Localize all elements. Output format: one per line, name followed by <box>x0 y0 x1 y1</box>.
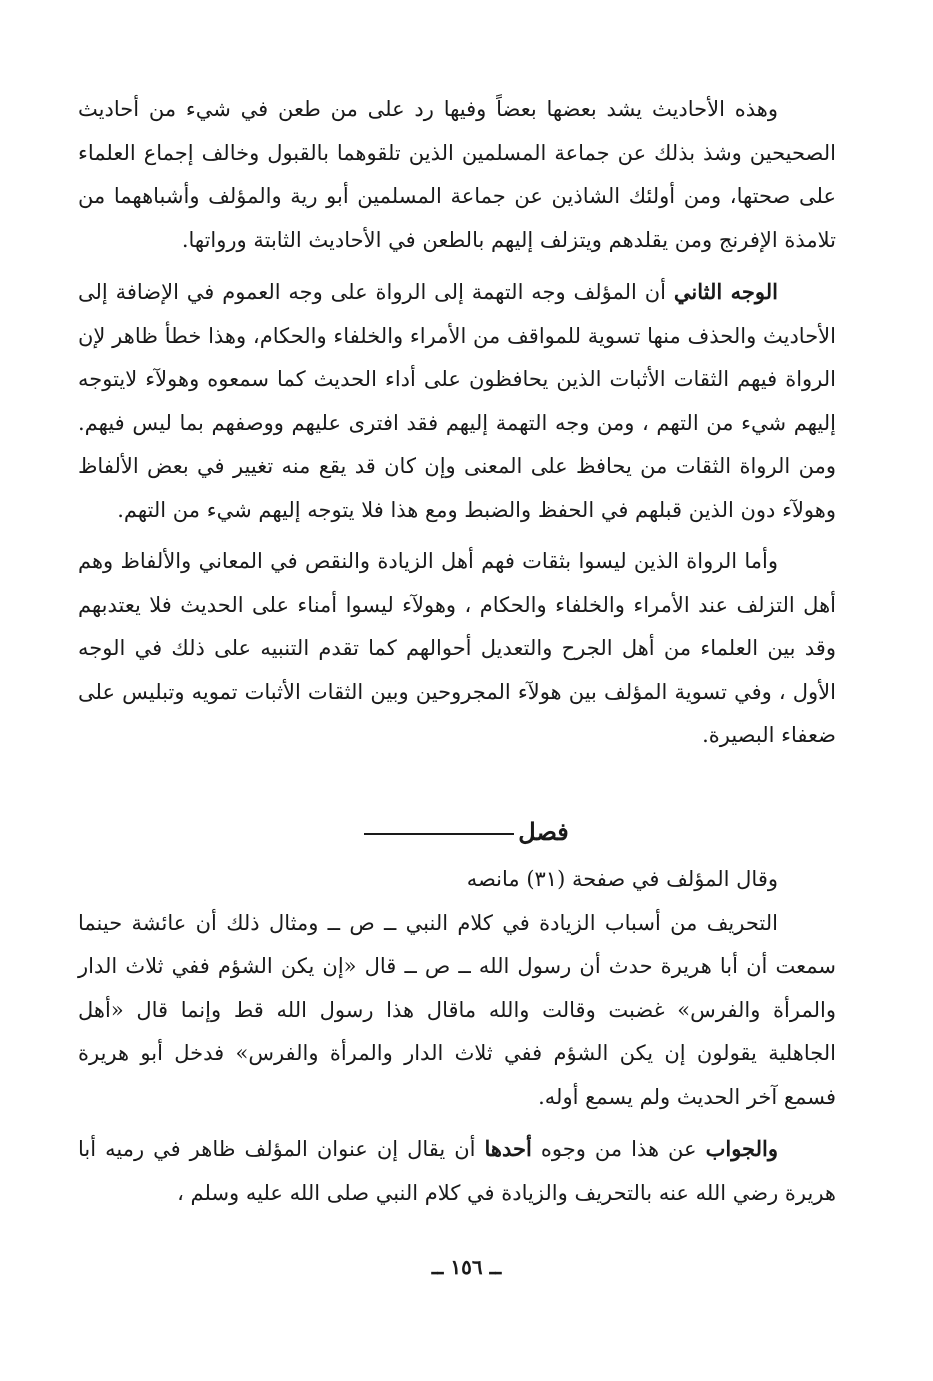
paragraph-6-text-b: أن يقال إن عنوان المؤلف ظاهر في رميه أبا هريرة رضي الله عنه بالتحريف والزيادة في كلام النبي صلى الله عليه وسلم ، <box>78 1137 836 1205</box>
section-heading-text: فصل <box>518 817 569 846</box>
body-text-lower <box>78 858 836 1223</box>
paragraph-4: وقال المؤلف في صفحة (٣١) مانصه <box>466 867 778 891</box>
paragraph-2-text: أن المؤلف وجه التهمة إلى الرواة على وجه العموم في الإضافة إلى الأحاديث والحذف منها تسوية للمواقف من الأمراء والخلفاء والحكام، وهذا خطأ ظاهر لإن الرواة فيهم الثقات الأثبات الذين يحافظون على أداء الحديث كما سمعوه وهولآء لايتوجه إليهم شيء من التهم ، ومن وجه التهمة إليهم فقد افترى عليهم ووصفهم بما ليس فيهم. ومن الرواة الثقات من يحافظ على المعنى وإن كان قد يقع منه تغيير في بعض الألفاظ وهولآء دون الذين قبلهم في الحفظ والضبط ومع هذا فلا يتوجه إليهم شيء من التهم. <box>78 280 836 522</box>
paragraph-2-lead: الوجه الثاني <box>673 279 778 304</box>
paragraph-1: وهذه الأحاديث يشد بعضها بعضاً وفيها رد على من طعن في شيء من أحاديث الصحيحين وشذ بذلك عن جماعة المسلمين الذين تلقوهما بالقبول وخالف إجماع العلماء على صحتها، ومن أولئك الشاذين عن جماعة المسلمين أبو رية والمؤلف وأشباههما من تلامذة الإفرنج ومن يقلدهم ويتزلف إليهم بالطعن في الأحاديث الثابتة ورواتها. <box>78 97 836 252</box>
paragraph-2 <box>78 270 836 532</box>
body-text-upper <box>78 88 836 766</box>
page-number: ــ ١٥٦ ــ <box>431 1255 502 1279</box>
paragraph-6-lead: والجواب <box>705 1136 778 1161</box>
heading-underline <box>364 833 514 835</box>
section-heading <box>0 812 933 852</box>
paragraph-6 <box>78 1127 836 1215</box>
paragraph-6-lead-2: أحدها <box>484 1136 532 1161</box>
paragraph-5: التحريف من أسباب الزيادة في كلام النبي ــ ص ــ ومثال ذلك أن عائشة حينما سمعت أن أبا هريرة حدث أن رسول الله ــ ص ــ قال «إن يكن الشؤم ففي ثلاث الدار والمرأة والفرس» غضبت وقالت والله ماقال هذا رسول الله قط وإنما قال «أهل الجاهلية يقولون إن يكن الشؤم ففي ثلاث الدار والمرأة والفرس» فدخل أبو هريرة فسمع آخر الحديث ولم يسمع أوله. <box>78 910 836 1109</box>
paragraph-6-text-a: عن هذا من وجوه <box>531 1137 706 1161</box>
paragraph-3: وأما الرواة الذين ليسوا بثقات فهم أهل الزيادة والنقص في المعاني والألفاظ وهم أهل التزلف عند الأمراء والخلفاء والحكام ، وهولآء ليسوا أمناء على الحديث فلا يعتدبهم وقد بين العلماء من أهل الجرح والتعديل أحوالهم كما تقدم التنبيه على ذلك في الوجه الأول ، وفي تسوية المؤلف بين هولآء المجروحين وبين الثقات الأثبات تمويه وتبليس على ضعفاء البصيرة. <box>78 549 836 747</box>
